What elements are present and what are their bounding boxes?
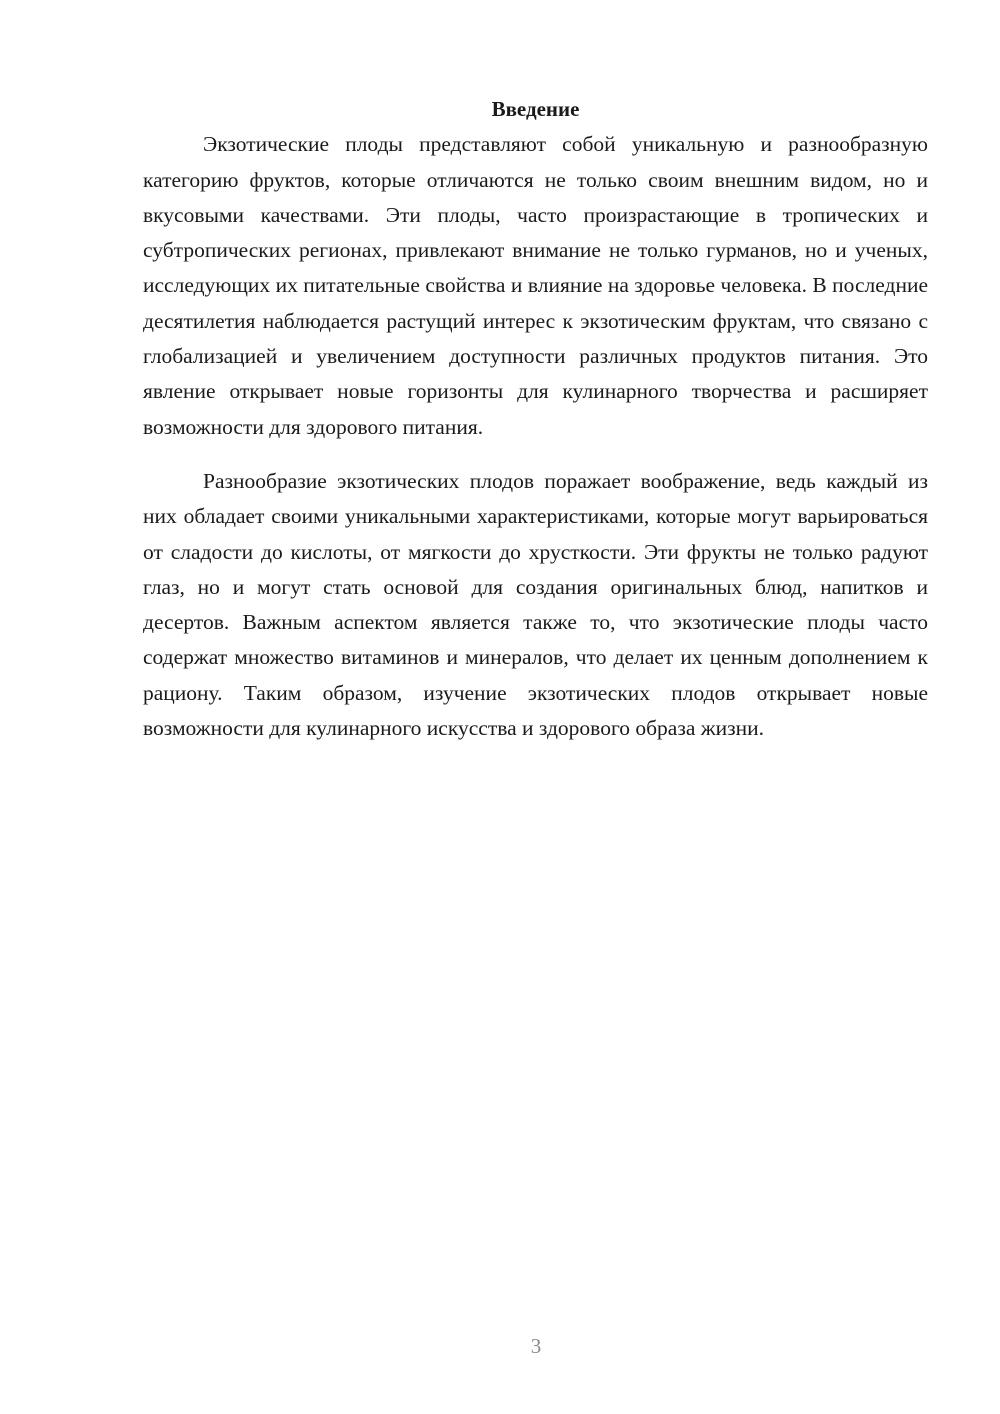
section-title: Введение: [491, 97, 580, 121]
page-number: 3: [530, 1334, 542, 1358]
page-content: [143, 92, 928, 746]
paragraph: Экзотические плоды представляют собой уникальную и разнообразную категорию фруктов, которые отличаются не только своим внешним видом, но и вкусовыми качествами. Эти плоды, часто произрастающие в тропических и субтропических регионах, привлекают внимание не только гурманов, но и ученых, исследующих их питательные свойства и влияние на здоровье человека. В последние десятилетия наблюдается растущий интерес к экзотическим фруктам, что связано с глобализацией и увеличением доступности различных продуктов питания. Это явление открывает новые горизонты для кулинарного творчества и расширяет возможности для здорового питания.: [143, 132, 928, 439]
paragraph: Разнообразие экзотических плодов поражает воображение, ведь каждый из них обладает своими уникальными характеристиками, которые могут варьироваться от сладости до кислоты, от мягкости до хрусткости. Эти фрукты не только радуют глаз, но и могут стать основой для создания оригинальных блюд, напитков и десертов. Важным аспектом является также то, что экзотические плоды часто содержат множество витаминов и минералов, что делает их ценным дополнением к рациону. Таким образом, изучение экзотических плодов открывает новые возможности для кулинарного искусства и здорового образа жизни.: [143, 468, 928, 741]
